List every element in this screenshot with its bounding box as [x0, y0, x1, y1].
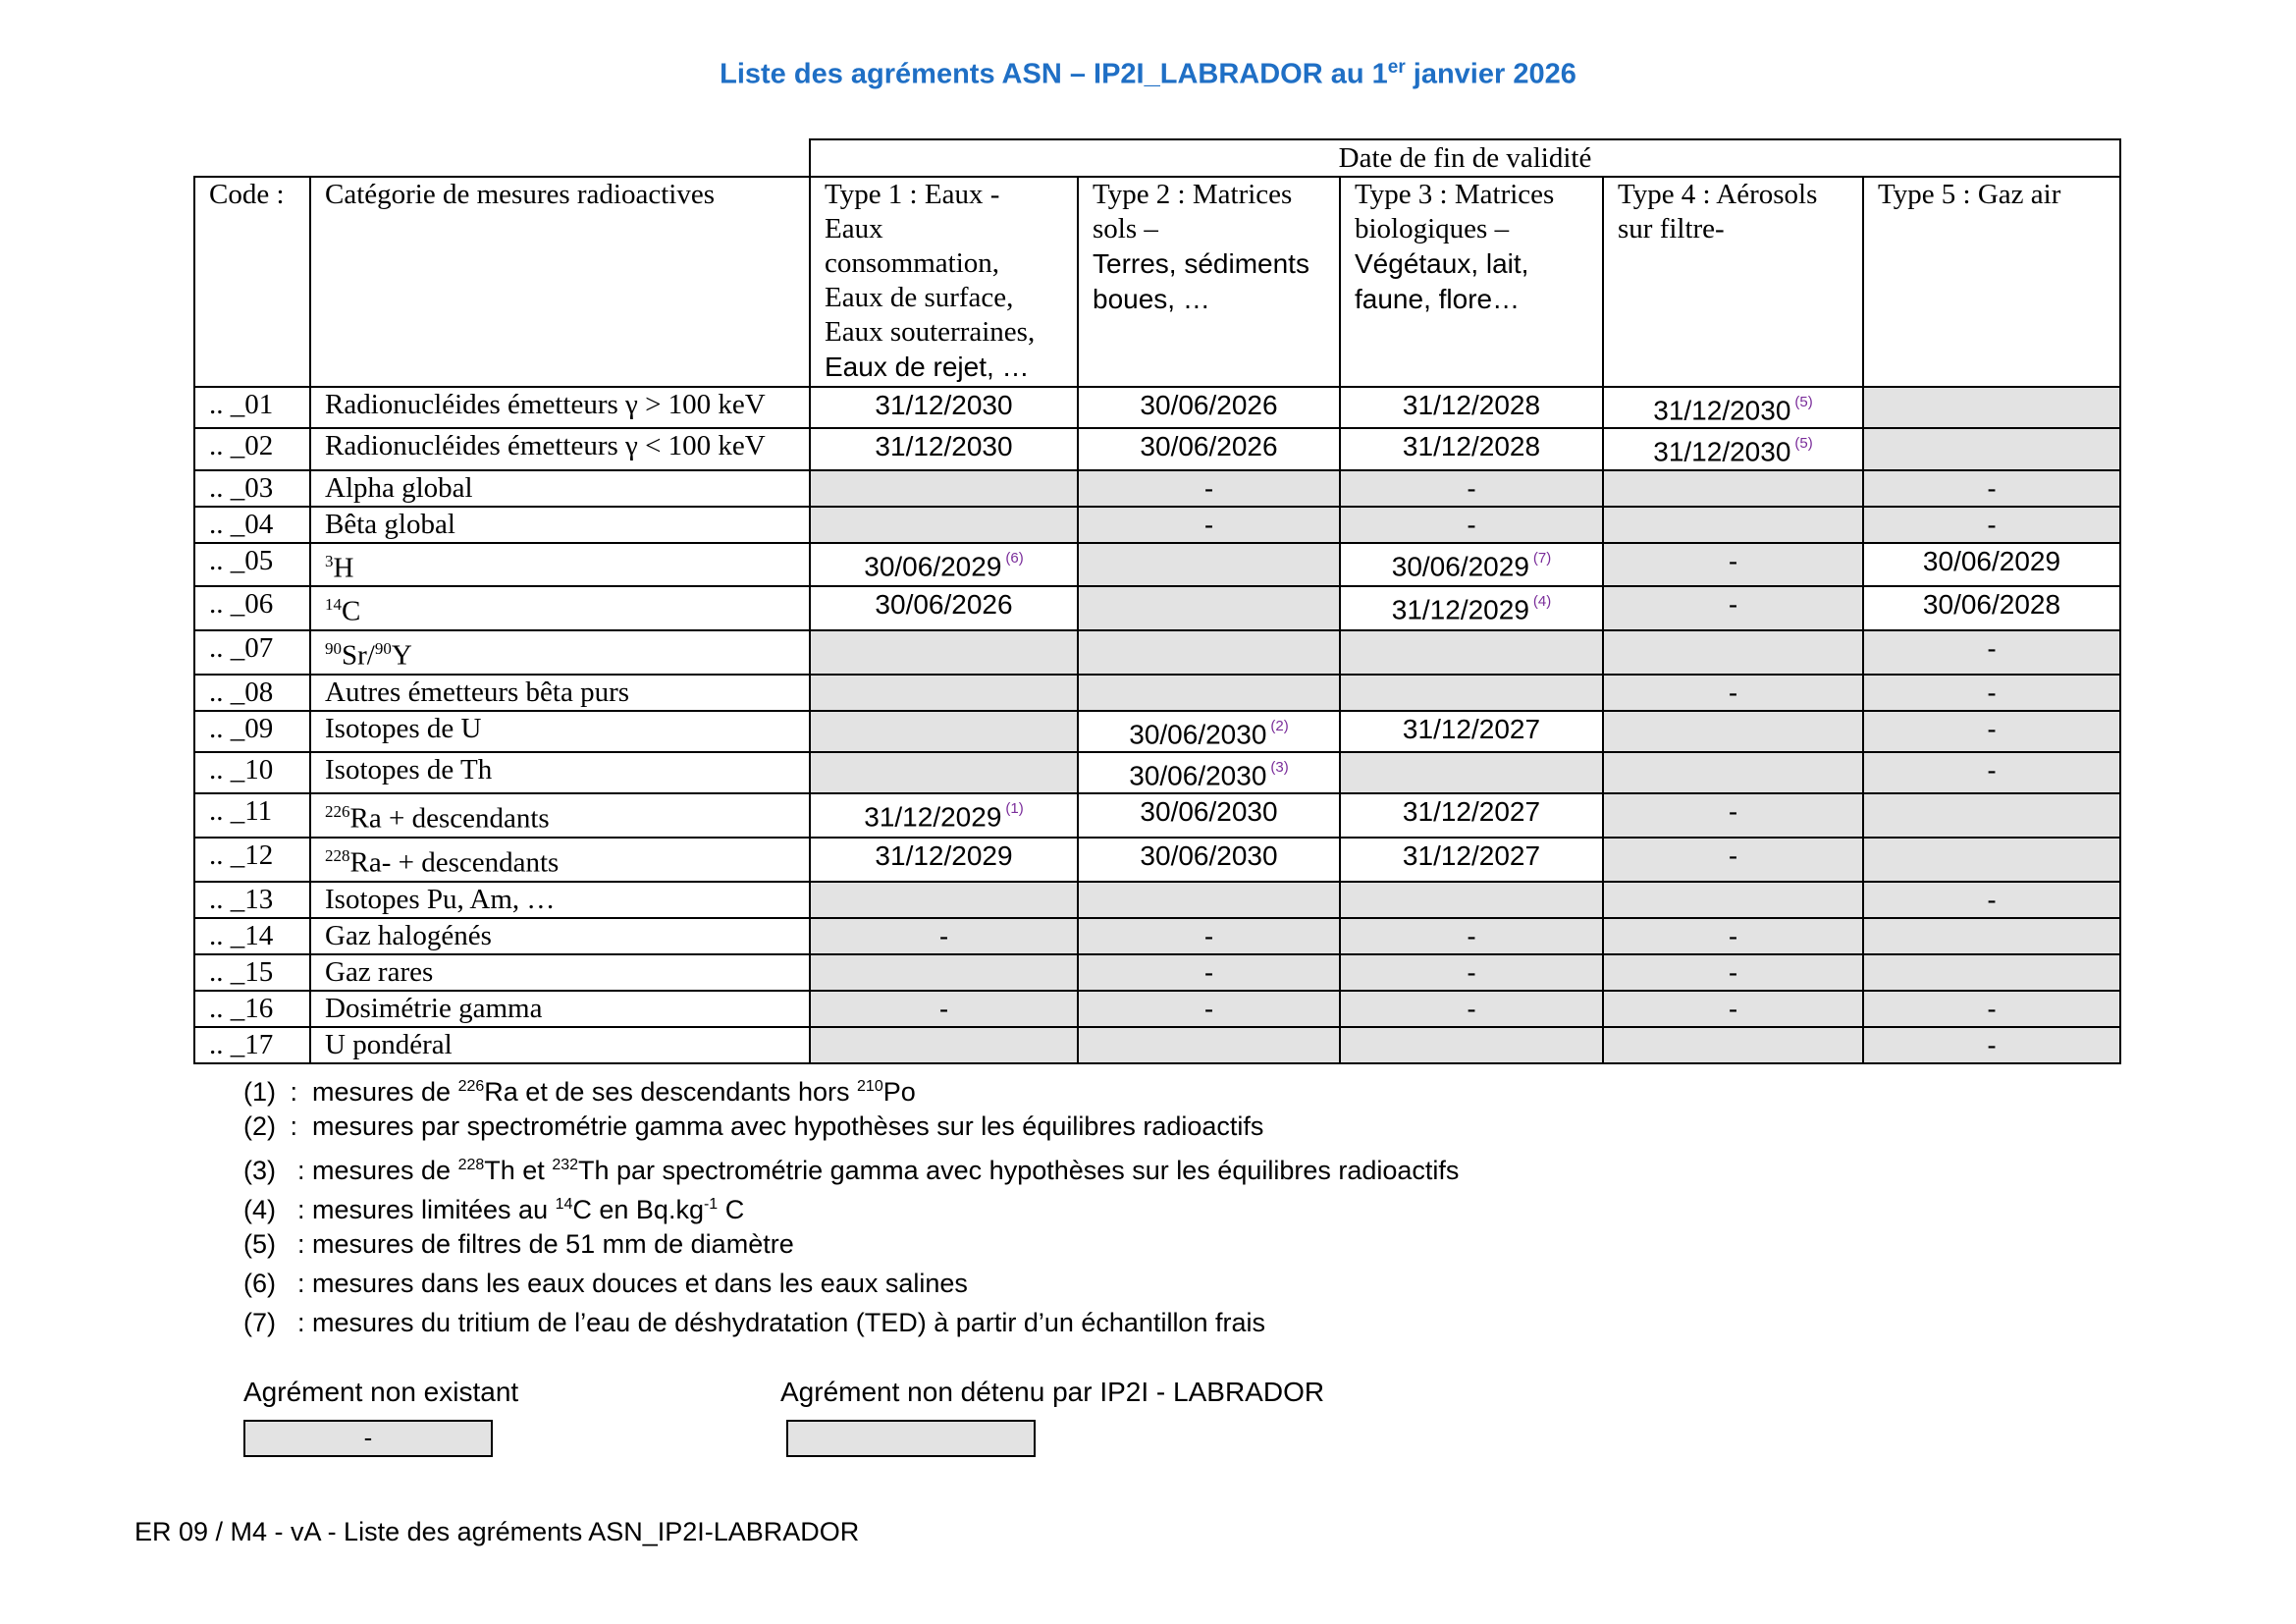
- validity-cell-type-5: 30/06/2028: [1863, 586, 2120, 630]
- validity-cell-type-1: [810, 752, 1078, 793]
- validity-cell-type-1: 31/12/2030: [810, 387, 1078, 428]
- footnote-reference: (7): [1532, 549, 1552, 567]
- footnote: (2) : mesures par spectrométrie gamma avec hypothèses sur les équilibres radioactifs: [243, 1111, 1264, 1141]
- validity-cell-type-5: -: [1863, 675, 2120, 711]
- validity-cell-type-3: [1340, 675, 1603, 711]
- validity-cell-type-1: 31/12/2030: [810, 428, 1078, 469]
- validity-cell-type-1: -: [810, 991, 1078, 1027]
- validity-cell-type-5: -: [1863, 507, 2120, 543]
- footnote: (7) : mesures du tritium de l’eau de déshydratation (TED) à partir d’un échantillon frais: [243, 1308, 1265, 1337]
- footnote-reference: (3): [1270, 758, 1289, 776]
- row-category: $^{14}$C: [310, 586, 810, 630]
- validity-cell-type-5: -: [1863, 1027, 2120, 1063]
- code-header: Code :: [194, 177, 310, 387]
- validity-cell-type-2: -: [1078, 470, 1340, 507]
- validity-cell-type-3: 31/12/2027: [1340, 838, 1603, 882]
- validity-cell-type-2: [1078, 882, 1340, 918]
- row-code: .. _14: [194, 918, 310, 954]
- validity-cell-type-4: -: [1603, 954, 1863, 991]
- legend-label-non-detenu: Agrément non détenu par IP2I - LABRADOR: [780, 1377, 1325, 1407]
- validity-cell-type-1: -: [810, 918, 1078, 954]
- validity-cell-type-4: [1603, 882, 1863, 918]
- validity-cell-type-4: -: [1603, 991, 1863, 1027]
- table-corner-blank: [194, 139, 810, 177]
- table-row: [194, 793, 2120, 838]
- validity-cell-type-5: -: [1863, 991, 2120, 1027]
- validity-cell-type-3: [1340, 882, 1603, 918]
- validity-cell-type-2: 30/06/2026: [1078, 387, 1340, 428]
- validity-cell-type-1: 30/06/2026: [810, 586, 1078, 630]
- type-2-header: Type 2 : Matrices sols – Terres, sédiments boues, …: [1078, 177, 1340, 387]
- validity-cell-type-2: [1078, 630, 1340, 675]
- validity-cell-type-1: [810, 470, 1078, 507]
- validity-cell-type-5: [1863, 954, 2120, 991]
- row-code: .. _03: [194, 470, 310, 507]
- footnote-reference: (2): [1270, 717, 1289, 734]
- validity-cell-type-4: [1603, 630, 1863, 675]
- validity-cell-type-4: -: [1603, 918, 1863, 954]
- row-code: .. _12: [194, 838, 310, 882]
- validity-cell-type-3: [1340, 1027, 1603, 1063]
- footnote-reference: (6): [1005, 549, 1024, 567]
- row-code: .. _11: [194, 793, 310, 838]
- validity-cell-type-5: 30/06/2029: [1863, 543, 2120, 587]
- row-code: .. _10: [194, 752, 310, 793]
- validity-cell-type-4: [1603, 752, 1863, 793]
- row-category: Isotopes de U: [310, 711, 810, 752]
- table-row: [194, 882, 2120, 918]
- validity-cell-type-3: -: [1340, 507, 1603, 543]
- table-row: [194, 991, 2120, 1027]
- validity-header: Date de fin de validité: [810, 139, 2120, 177]
- table-row: [194, 954, 2120, 991]
- validity-cell-type-4: -: [1603, 793, 1863, 838]
- validity-cell-type-5: -: [1863, 752, 2120, 793]
- validity-cell-type-2: -: [1078, 954, 1340, 991]
- table-row: [194, 838, 2120, 882]
- row-category: $^{226}$Ra + descendants: [310, 793, 810, 838]
- row-category: $^{228}$Ra- + descendants: [310, 838, 810, 882]
- row-code: .. _05: [194, 543, 310, 587]
- validity-cell-type-1: 31/12/2029: [810, 838, 1078, 882]
- validity-cell-type-2: 30/06/2030: [1078, 838, 1340, 882]
- validity-cell-type-3: -: [1340, 470, 1603, 507]
- footnotes: [243, 1067, 1459, 1342]
- validity-cell-type-2: 30/06/2030 $^{(2)}$: [1078, 711, 1340, 752]
- type-3-header: Type 3 : Matrices biologiques – Végétaux, lait, faune, flore…: [1340, 177, 1603, 387]
- validity-cell-type-1: [810, 954, 1078, 991]
- row-code: .. _16: [194, 991, 310, 1027]
- row-code: .. _04: [194, 507, 310, 543]
- type-5-header: Type 5 : Gaz air: [1863, 177, 2120, 387]
- row-category: Gaz rares: [310, 954, 810, 991]
- page-title: Liste des agréments ASN – IP2I_LABRADOR au 1er janvier 2026: [720, 57, 1576, 90]
- row-code: .. _13: [194, 882, 310, 918]
- footnote: (3) : mesures de $^{228}$Th et $^{232}$Th par spectrométrie gamma avec hypothèses sur les équilibres radioactifs: [243, 1156, 1460, 1185]
- row-code: .. _01: [194, 387, 310, 428]
- row-category: Radionucléides émetteurs γ < 100 keV: [310, 428, 810, 469]
- legend-swatch-non-detenu: [786, 1420, 1036, 1457]
- table-row: [194, 543, 2120, 587]
- validity-cell-type-3: -: [1340, 954, 1603, 991]
- validity-cell-type-3: [1340, 752, 1603, 793]
- validity-cell-type-2: [1078, 586, 1340, 630]
- table-row: [194, 630, 2120, 675]
- row-category: $^{90}$Sr/$^{90}$Y: [310, 630, 810, 675]
- row-category: Radionucléides émetteurs γ > 100 keV: [310, 387, 810, 428]
- row-code: .. _08: [194, 675, 310, 711]
- validity-cell-type-2: 30/06/2030 $^{(3)}$: [1078, 752, 1340, 793]
- validity-cell-type-3: -: [1340, 918, 1603, 954]
- validity-cell-type-5: [1863, 387, 2120, 428]
- type-4-header: Type 4 : Aérosols sur filtre-: [1603, 177, 1863, 387]
- validity-cell-type-3: 31/12/2029 $^{(4)}$: [1340, 586, 1603, 630]
- validity-cell-type-3: [1340, 630, 1603, 675]
- validity-cell-type-4: 31/12/2030 $^{(5)}$: [1603, 428, 1863, 469]
- validity-cell-type-5: [1863, 918, 2120, 954]
- validity-cell-type-3: 30/06/2029 $^{(7)}$: [1340, 543, 1603, 587]
- validity-cell-type-2: [1078, 543, 1340, 587]
- footnote: (6) : mesures dans les eaux douces et dans les eaux salines: [243, 1269, 968, 1298]
- validity-cell-type-2: [1078, 675, 1340, 711]
- validity-cell-type-4: 31/12/2030 $^{(5)}$: [1603, 387, 1863, 428]
- validity-cell-type-1: [810, 675, 1078, 711]
- legend-label-non-existant: Agrément non existant: [243, 1377, 519, 1407]
- row-code: .. _09: [194, 711, 310, 752]
- table-row: [194, 1027, 2120, 1063]
- footnote-reference: (4): [1532, 593, 1552, 611]
- agreements-table: [193, 138, 2121, 1064]
- table-row: [194, 675, 2120, 711]
- validity-cell-type-5: [1863, 793, 2120, 838]
- row-category: Alpha global: [310, 470, 810, 507]
- footnote-reference: (5): [1794, 394, 1813, 410]
- validity-cell-type-4: [1603, 1027, 1863, 1063]
- table-row: [194, 752, 2120, 793]
- validity-cell-type-2: -: [1078, 991, 1340, 1027]
- validity-cell-type-1: [810, 882, 1078, 918]
- validity-cell-type-4: [1603, 507, 1863, 543]
- validity-cell-type-5: [1863, 838, 2120, 882]
- table-row: [194, 711, 2120, 752]
- row-code: .. _02: [194, 428, 310, 469]
- row-category: Isotopes Pu, Am, …: [310, 882, 810, 918]
- validity-cell-type-3: 31/12/2028: [1340, 387, 1603, 428]
- validity-cell-type-2: 30/06/2030: [1078, 793, 1340, 838]
- footnote: (1) : mesures de $^{226}$Ra et de ses descendants hors $^{210}$Po: [243, 1077, 916, 1107]
- validity-cell-type-5: -: [1863, 711, 2120, 752]
- validity-cell-type-3: 31/12/2028: [1340, 428, 1603, 469]
- validity-cell-type-1: 30/06/2029 $^{(6)}$: [810, 543, 1078, 587]
- row-category: Autres émetteurs bêta purs: [310, 675, 810, 711]
- row-code: .. _15: [194, 954, 310, 991]
- footnote: (4) : mesures limitées au $^{14}$C en $Bq.kg^{-1}$ C: [243, 1195, 745, 1224]
- validity-cell-type-2: [1078, 1027, 1340, 1063]
- validity-cell-type-4: -: [1603, 675, 1863, 711]
- validity-cell-type-2: -: [1078, 507, 1340, 543]
- footnote-reference: (1): [1005, 800, 1024, 818]
- validity-cell-type-5: -: [1863, 630, 2120, 675]
- table-row: [194, 918, 2120, 954]
- validity-cell-type-1: [810, 630, 1078, 675]
- validity-cell-type-5: -: [1863, 882, 2120, 918]
- column-header-row: [194, 177, 2120, 387]
- category-header: Catégorie de mesures radioactives: [310, 177, 810, 387]
- row-category: Gaz halogénés: [310, 918, 810, 954]
- validity-cell-type-1: 31/12/2029 $^{(1)}$: [810, 793, 1078, 838]
- validity-cell-type-2: -: [1078, 918, 1340, 954]
- legend-swatch-non-existant: -: [243, 1420, 493, 1457]
- validity-cell-type-5: [1863, 428, 2120, 469]
- row-category: $^3$H: [310, 543, 810, 587]
- row-code: .. _17: [194, 1027, 310, 1063]
- validity-cell-type-4: -: [1603, 838, 1863, 882]
- table-row: [194, 470, 2120, 507]
- document-footer: ER 09 / M4 - vA - Liste des agréments ASN_IP2I-LABRADOR: [134, 1517, 860, 1546]
- row-code: .. _07: [194, 630, 310, 675]
- table-row: [194, 586, 2120, 630]
- validity-cell-type-4: [1603, 711, 1863, 752]
- row-category: Bêta global: [310, 507, 810, 543]
- validity-cell-type-1: [810, 711, 1078, 752]
- row-category: U pondéral: [310, 1027, 810, 1063]
- footnote-reference: (5): [1794, 435, 1813, 453]
- validity-cell-type-4: [1603, 470, 1863, 507]
- validity-cell-type-3: 31/12/2027: [1340, 711, 1603, 752]
- type-1-header: Type 1 : Eaux - Eaux consommation, Eaux de surface, Eaux souterraines, Eaux de rejet, …: [810, 177, 1078, 387]
- validity-cell-type-1: [810, 507, 1078, 543]
- row-category: Isotopes de Th: [310, 752, 810, 793]
- validity-cell-type-4: -: [1603, 586, 1863, 630]
- validity-cell-type-3: 31/12/2027: [1340, 793, 1603, 838]
- table-row: [194, 428, 2120, 469]
- row-code: .. _06: [194, 586, 310, 630]
- validity-cell-type-3: -: [1340, 991, 1603, 1027]
- validity-cell-type-4: -: [1603, 543, 1863, 587]
- validity-cell-type-1: [810, 1027, 1078, 1063]
- validity-cell-type-5: -: [1863, 470, 2120, 507]
- table-row: [194, 507, 2120, 543]
- validity-cell-type-2: 30/06/2026: [1078, 428, 1340, 469]
- footnote: (5) : mesures de filtres de 51 mm de diamètre: [243, 1229, 794, 1259]
- row-category: Dosimétrie gamma: [310, 991, 810, 1027]
- table-row: [194, 387, 2120, 428]
